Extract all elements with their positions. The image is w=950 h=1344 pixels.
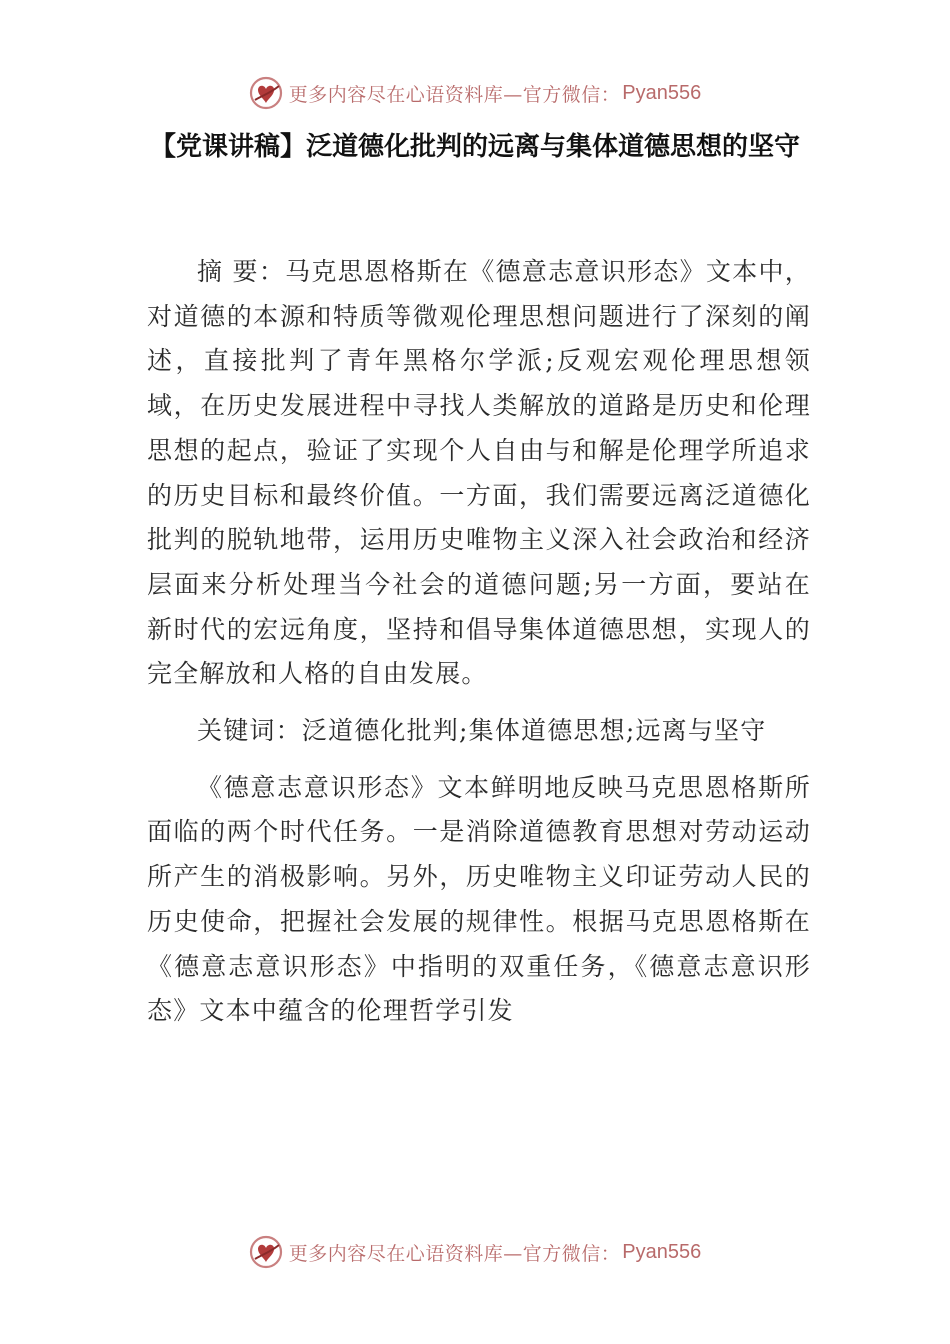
stylized-heart-logo-icon [249, 1235, 283, 1269]
keywords-paragraph: 关键词：泛道德化批判;集体道德思想;远离与坚守 [197, 716, 767, 746]
document-body [147, 250, 811, 1034]
banner-text: 更多内容尽在心语资料库—官方微信： [288, 1242, 621, 1265]
stylized-heart-logo-icon [249, 76, 283, 110]
banner-text: 更多内容尽在心语资料库—官方微信： [288, 83, 621, 106]
body-paragraph: 《德意志意识形态》文本鲜明地反映马克思恩格斯所面临的两个时代任务。一是消除道德教育思想对劳动运动所产生的消极影响。另外，历史唯物主义印证劳动人民的历史使命，把握社会发展的规律性。根据马克思恩格斯在《德意志意识形态》中指明的双重任务，《德意志意识形态》文本中蕴含的伦理哲学引发 [147, 772, 811, 1026]
header-banner [0, 71, 950, 115]
banner-wechat-id: Pyan556 [622, 81, 702, 104]
document-title: 【党课讲稿】泛道德化批判的远离与集体道德思想的坚守 [149, 132, 800, 162]
banner-wechat-id: Pyan556 [622, 1240, 702, 1263]
abstract-paragraph: 摘 要：马克思恩格斯在《德意志意识形态》文本中，对道德的本源和特质等微观伦理思想问题进行了深刻的阐述，直接批判了青年黑格尔学派;反观宏观伦理思想领域，在历史发展进程中寻找人类解放的道路是历史和伦理思想的起点，验证了实现个人自由与和解是伦理学所追求的历史目标和最终价值。一方面，我们需要远离泛道德化批判的脱轨地带，运用历史唯物主义深入社会政治和经济层面来分析处理当今社会的道德问题;另一方面，要站在新时代的宏远角度，坚持和倡导集体道德思想，实现人的完全解放和人格的自由发展。 [147, 257, 811, 689]
footer-banner [0, 1230, 950, 1274]
